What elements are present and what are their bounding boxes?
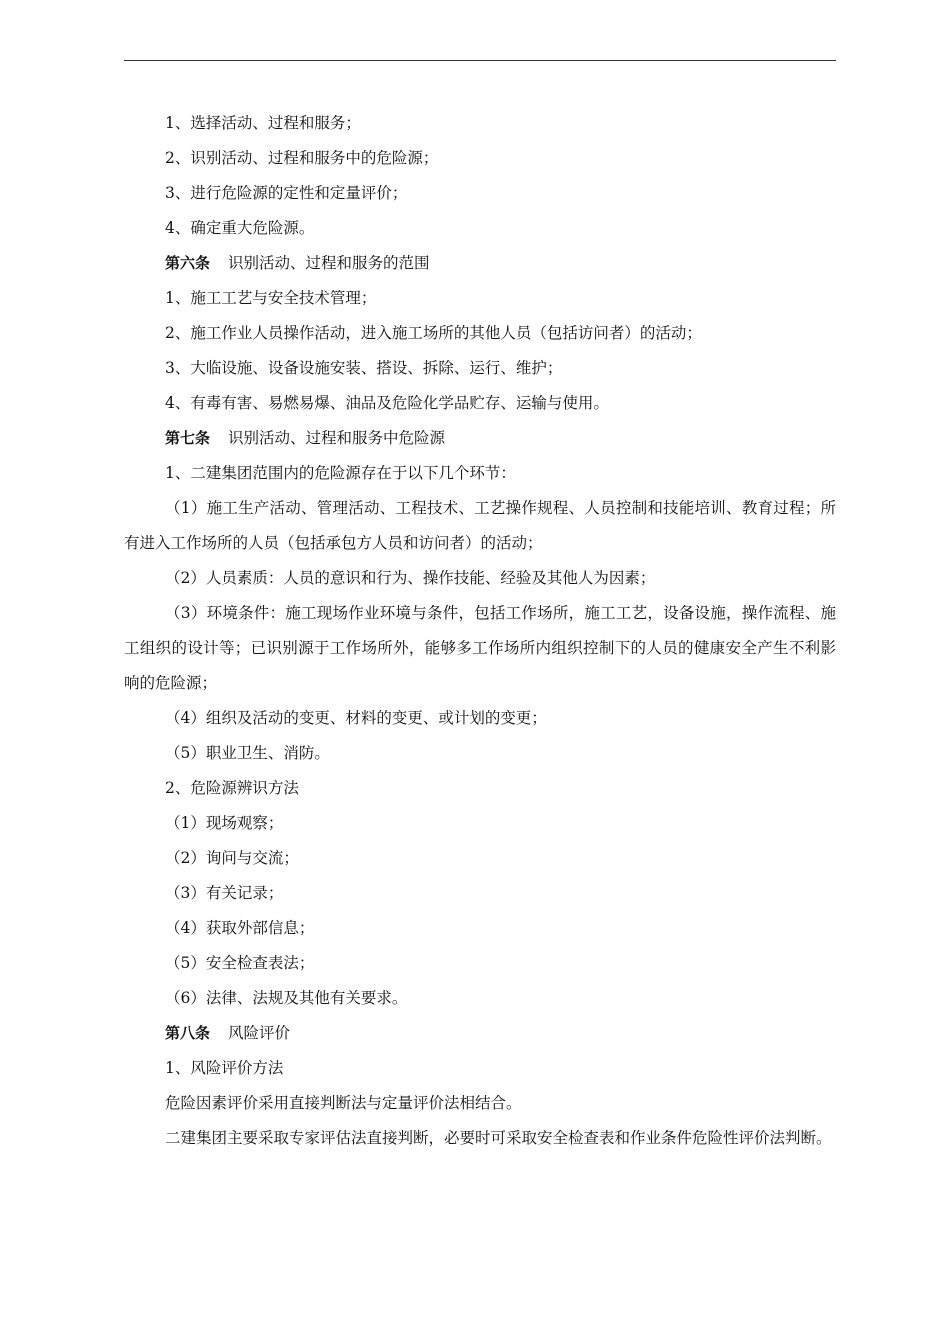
list-item: （4）获取外部信息；: [165, 919, 315, 937]
list-item: （3）环境条件：施工现场作业环境与条件，包括工作场所，施工工艺，设备设施，操作流程、施工组织的设计等；已识别源于工作场所外，能够多工作场所内组织控制下的人员的健康安全产生不利影响的危险源；: [124, 604, 836, 692]
document-body: [124, 106, 836, 1156]
list-item: （2）询问与交流；: [165, 849, 299, 867]
list-item: 2、识别活动、过程和服务中的危险源；: [165, 149, 439, 167]
article-title: 风险评价: [228, 1024, 291, 1042]
paragraph: 二建集团主要采取专家评估法直接判断，必要时可采取安全检查表和作业条件危险性评价法判断。: [165, 1129, 832, 1147]
list-item: （1）施工生产活动、管理活动、工程技术、工艺操作规程、人员控制和技能培训、教育过程；所有进入工作场所的人员（包括承包方人员和访问者）的活动；: [124, 499, 836, 552]
list-item: （5）职业卫生、消防。: [165, 744, 330, 762]
list-item: （6）法律、法规及其他有关要求。: [165, 989, 408, 1007]
article-number: 第七条: [165, 429, 211, 447]
list-item: （5）安全检查表法；: [165, 954, 315, 972]
list-item: 3、大临设施、设备设施安装、搭设、拆除、运行、维护；: [165, 359, 563, 377]
header-rule: [124, 60, 836, 61]
article-title: 识别活动、过程和服务的范围: [228, 254, 430, 272]
article-title: 识别活动、过程和服务中危险源: [228, 429, 446, 447]
article-heading-7: [124, 421, 836, 456]
article-heading-8: [124, 1016, 836, 1051]
list-item: 3、进行危险源的定性和定量评价；: [165, 184, 408, 202]
list-item: 1、选择活动、过程和服务；: [165, 114, 361, 132]
list-item: （2）人员素质：人员的意识和行为、操作技能、经验及其他人为因素；: [165, 569, 656, 587]
article-heading-6: [124, 246, 836, 281]
list-item: （1）现场观察；: [165, 814, 284, 832]
list-item: （3）有关记录；: [165, 884, 284, 902]
list-item: （4）组织及活动的变更、材料的变更、或计划的变更；: [165, 709, 547, 727]
article-number: 第六条: [165, 254, 211, 272]
paragraph: 危险因素评价采用直接判断法与定量评价法相结合。: [165, 1094, 522, 1112]
list-item: 4、确定重大危险源。: [165, 219, 315, 237]
list-item: 2、施工作业人员操作活动，进入施工场所的其他人员（包括访问者）的活动；: [165, 324, 702, 342]
article-number: 第八条: [165, 1024, 211, 1042]
list-item: 4、有毒有害、易燃易爆、油品及危险化学品贮存、运输与使用。: [165, 394, 609, 412]
list-item: 1、施工工艺与安全技术管理；: [165, 289, 377, 307]
list-item: 1、风险评价方法: [165, 1059, 284, 1077]
list-item: 2、危险源辨识方法: [165, 779, 299, 797]
list-item: 1、二建集团范围内的危险源存在于以下几个环节：: [165, 464, 516, 482]
